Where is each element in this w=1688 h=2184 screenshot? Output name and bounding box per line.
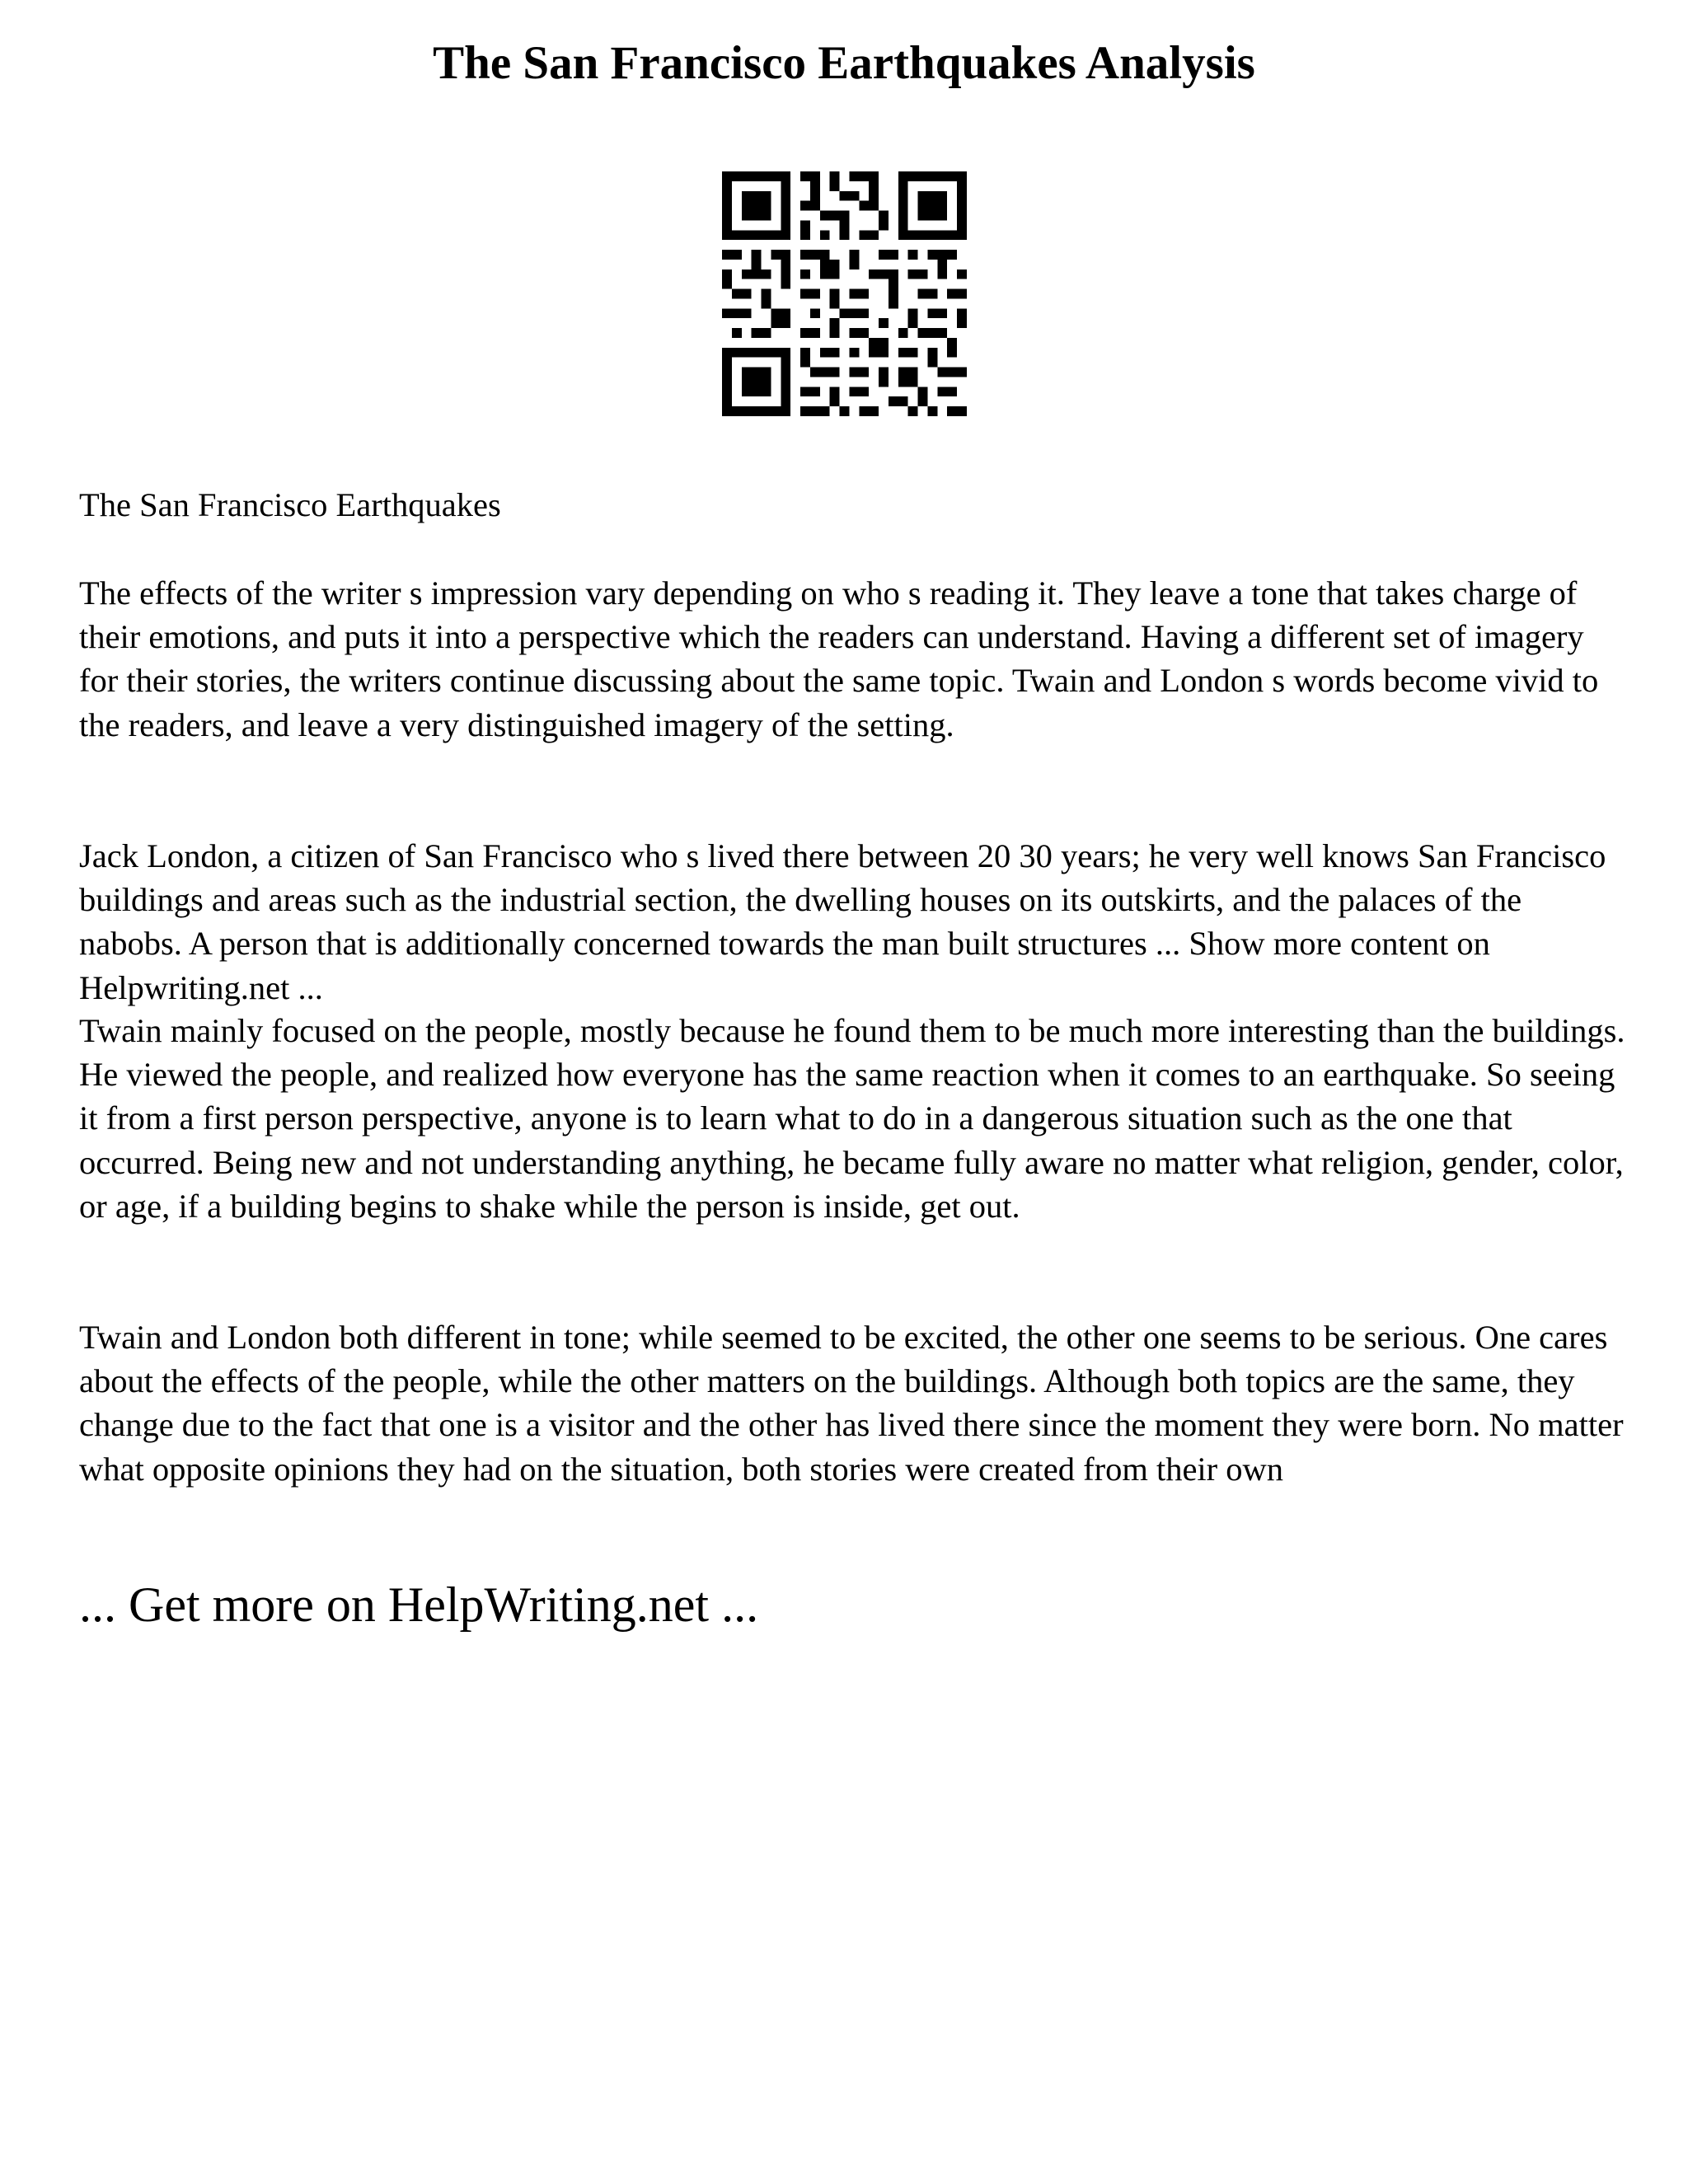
qr-code-icon[interactable] — [722, 171, 967, 416]
get-more-link[interactable]: ... Get more on HelpWriting.net ... — [79, 1577, 759, 1632]
page-title: The San Francisco Earthquakes Analysis — [433, 37, 1255, 89]
paragraph: The effects of the writer s impression vary depending on who s reading it. They leave a tone that takes charge of their emotions, and puts it into a perspective which the readers can understand. Having a different set of imagery for their stories, the writers continue discussing about the same topic. Twain and London s words become vivid to the readers, and leave a very distinguished imagery of the setting. — [79, 574, 1599, 743]
document-subtitle: The San Francisco Earthquakes — [79, 486, 501, 523]
paragraph: Jack London, a citizen of San Francisco who s lived there between 20 30 years; he very well knows San Francisco buildings and areas such as the industrial section, the dwelling houses on its outskirts, and the palaces of the nabobs. A person that is additionally concerned towards the man built structures ... Show more content on Helpwriting.net ... — [79, 837, 1606, 1006]
paragraph: Twain mainly focused on the people, mostly because he found them to be much more interesting than the buildings. He viewed the people, and realized how everyone has the same reaction when it comes to an earthquake. So seeing it from a first person perspective, anyone is to learn what to do in a dangerous situation such as the one that occurred. Being new and not understanding anything, he became fully aware no matter what religion, gender, color, or age, if a building begins to shake while the person is inside, get out. — [79, 1012, 1625, 1225]
paragraph: Twain and London both different in tone; while seemed to be excited, the other one seems to be serious. One cares about the effects of the people, while the other matters on the buildings. Although both topics are the same, they change due to the fact that one is a visitor and the other has lived there since the moment they were born. No matter what opposite opinions they had on the situation, both stories were created from their own — [79, 1319, 1624, 1488]
